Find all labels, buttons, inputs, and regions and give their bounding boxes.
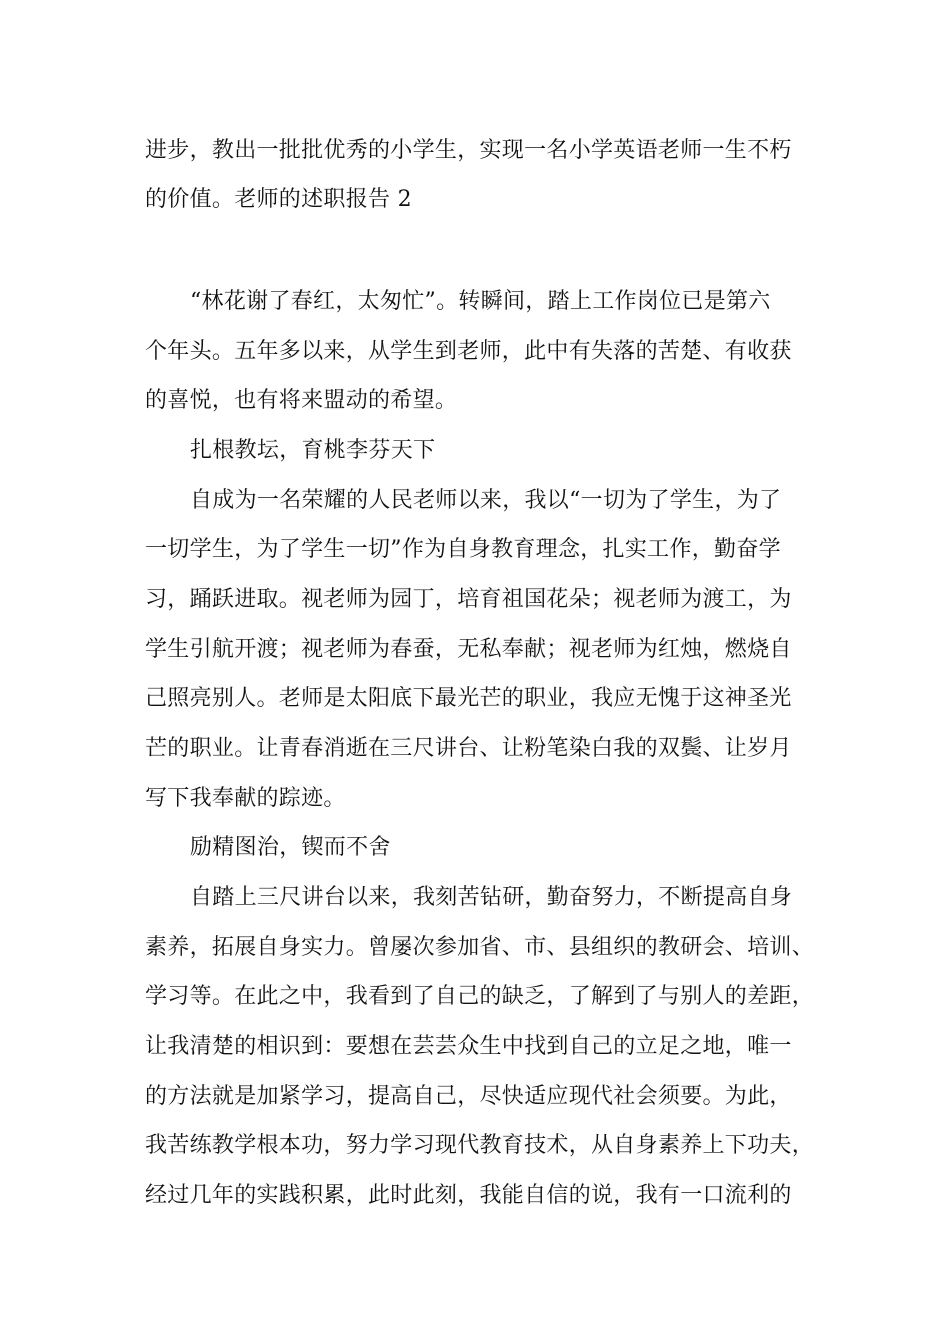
section-heading: 励精图治，锲而不舍 — [190, 835, 391, 860]
text-line: 学生引航开渡；视老师为春蚕，无私奉献；视老师为红烛，燃烧自 — [145, 637, 792, 662]
text-line: 素养，拓展自身实力。曾屡次参加省、市、县组织的教研会、培训、 — [145, 935, 815, 960]
text-line: 进步，教出一批批优秀的小学生，实现一名小学英语老师一生不朽 — [145, 138, 792, 163]
text-line: 一切学生，为了学生一切”作为自身教育理念，扎实工作，勤奋学 — [145, 537, 781, 562]
paragraph-line: “林花谢了春红，太匆忙”。转瞬间，踏上工作岗位已是第六 — [190, 289, 771, 314]
text-line: 让我清楚的相识到：要想在芸芸众生中找到自己的立足之地，唯一 — [145, 1034, 792, 1059]
section-heading: 扎根教坛，育桃李芬天下 — [190, 438, 436, 463]
text-line: 芒的职业。让青春消逝在三尺讲台、让粉笔染白我的双鬓、让岁月 — [145, 736, 792, 761]
text-line: 的价值。老师的述职报告 2 — [145, 187, 412, 212]
text-line: 经过几年的实践积累，此时此刻，我能自信的说，我有一口流利的 — [145, 1183, 792, 1208]
text-line: 习，踊跃进取。视老师为园丁，培育祖国花朵；视老师为渡工，为 — [145, 587, 792, 612]
text-line: 写下我奉献的踪迹。 — [145, 786, 346, 811]
text-line: 我苦练教学根本功，努力学习现代教育技术，从自身素养上下功夫， — [145, 1133, 815, 1158]
text-line: 的方法就是加紧学习，提高自己，尽快适应现代社会须要。为此， — [145, 1084, 792, 1109]
text-line: 个年头。五年多以来，从学生到老师，此中有失落的苦楚、有收获 — [145, 339, 792, 364]
paragraph-line: 自踏上三尺讲台以来，我刻苦钻研，勤奋努力，不断提高自身 — [190, 885, 793, 910]
text-line: 的喜悦，也有将来盟动的希望。 — [145, 388, 458, 413]
paragraph-line: 自成为一名荣耀的人民老师以来，我以“一切为了学生，为了 — [190, 488, 782, 513]
text-line: 学习等。在此之中，我看到了自己的缺乏，了解到了与别人的差距， — [145, 984, 815, 1009]
text-line: 己照亮别人。老师是太阳底下最光芒的职业，我应无愧于这神圣光 — [145, 686, 792, 711]
